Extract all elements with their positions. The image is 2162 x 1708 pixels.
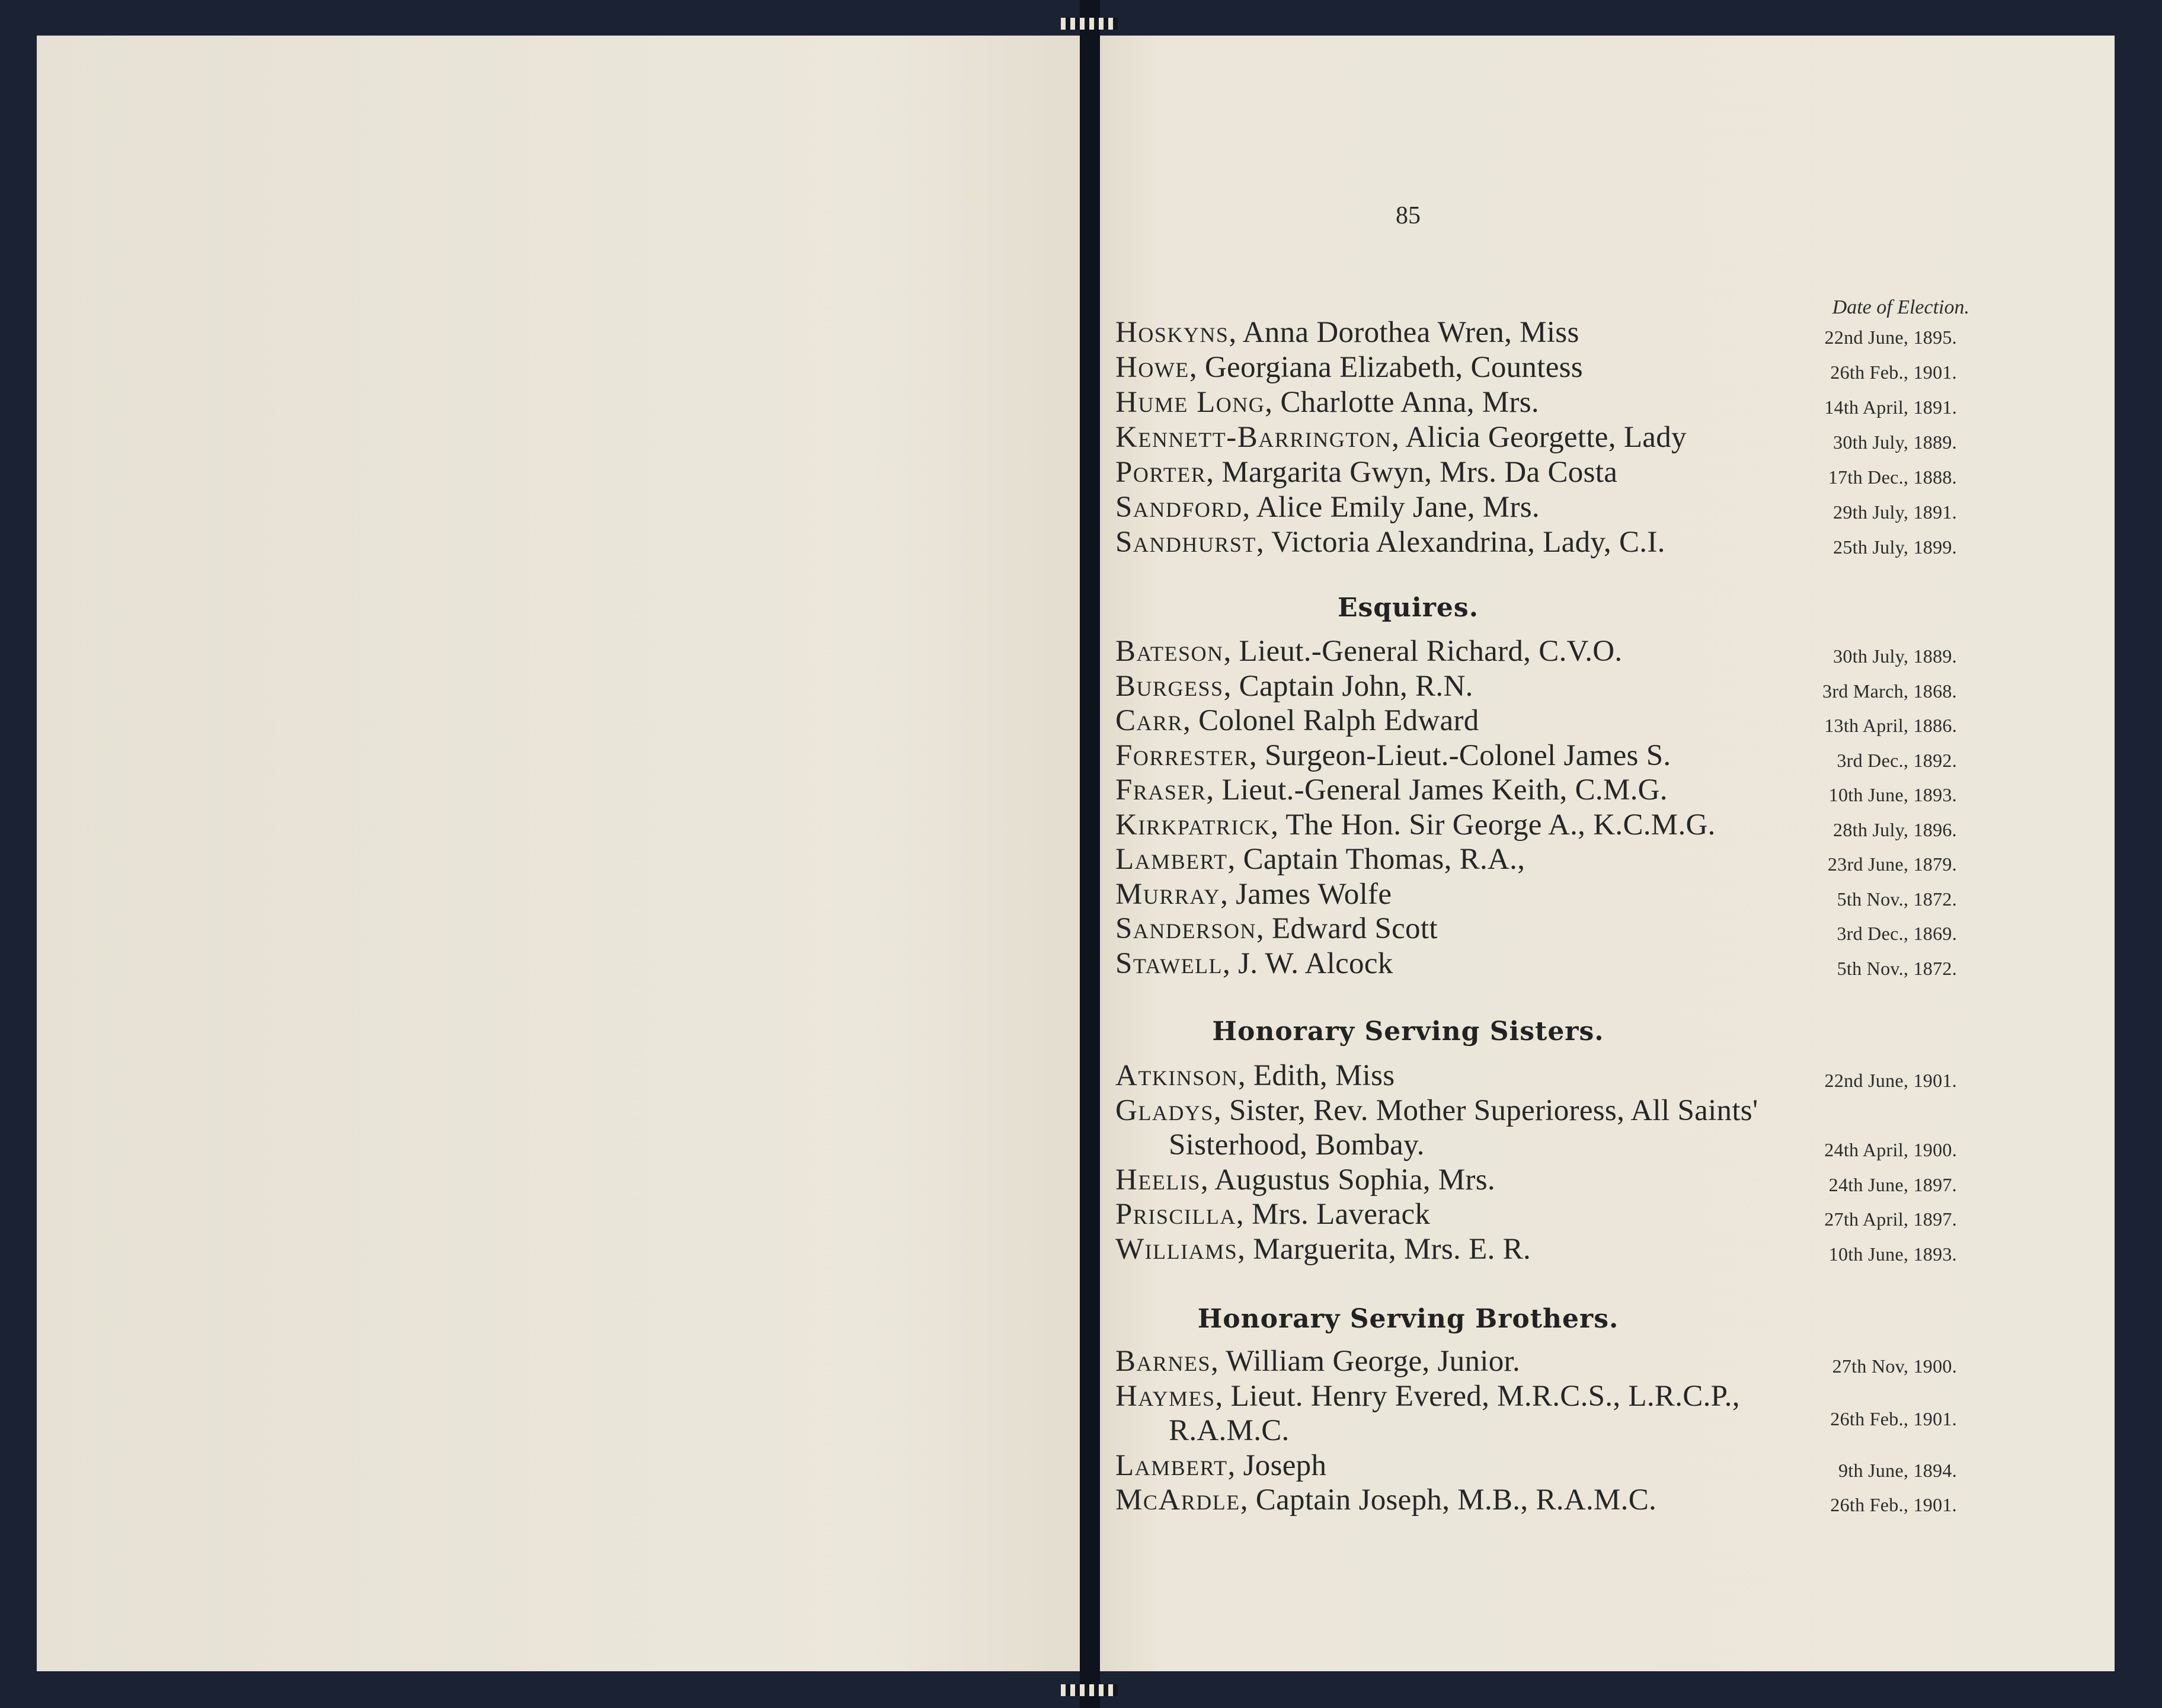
entry-surname: Lambert [1115,843,1228,876]
entry-name: , Victoria Alexandrina, Lady, C.I. [1256,526,1665,559]
list-item [1115,808,1957,842]
section-heading-sisters: Honorary Serving Sisters. [1212,1016,1604,1047]
election-date: 26th Feb., 1901. [1830,1408,1957,1429]
entry-surname: Sandhurst [1115,526,1256,559]
entry-name: , Lieut.-General James Keith, C.M.G. [1206,773,1668,807]
entry-surname: Gladys [1115,1093,1214,1127]
election-date: 30th July, 1889. [1833,431,1957,453]
entry-surname: Priscilla [1115,1198,1236,1231]
list-item [1115,490,1957,524]
election-date: 26th Feb., 1901. [1830,1494,1957,1515]
election-date: 9th June, 1894. [1838,1459,1957,1481]
right-page [1100,36,2115,1671]
entry-surname: Kirkpatrick [1115,808,1271,842]
entry-surname: Hume Long [1115,386,1265,419]
page-number: 85 [1396,202,1421,229]
entry-name: , Edith, Miss [1237,1059,1395,1092]
entry-surname: Lambert [1115,1448,1228,1482]
list-item [1115,1058,1957,1093]
election-date: 10th June, 1893. [1828,784,1957,805]
entry-name: , Alicia Georgette, Lady [1392,421,1687,454]
entry-name: , Captain Joseph, M.B., R.A.M.C. [1240,1483,1657,1517]
entry-name: , Margarita Gwyn, Mrs. Da Costa [1206,456,1618,489]
spine-stitching-bottom [1061,1684,1118,1696]
list-item [1115,773,1957,807]
election-date: 26th Feb., 1901. [1830,362,1957,383]
election-date: 30th July, 1889. [1833,645,1957,667]
election-date: 3rd Dec., 1892. [1837,749,1957,771]
list-item [1115,703,1957,738]
election-date: 13th April, 1886. [1824,715,1957,736]
election-date: 3rd Dec., 1869. [1837,923,1957,944]
entry-surname: Porter [1115,456,1207,489]
entry-name: , Mrs. Laverack [1236,1198,1431,1231]
entry-surname: Fraser [1115,773,1207,807]
entry-surname: Sandford [1115,491,1243,524]
entry-surname: Atkinson [1115,1059,1238,1092]
list-item [1115,877,1957,911]
book-gutter [1080,0,1100,1708]
election-date: 27th Nov, 1900. [1832,1355,1957,1377]
entry-name: , Edward Scott [1256,912,1438,945]
entry-name: , Alice Emily Jane, Mrs. [1242,491,1540,524]
list-item [1115,420,1957,455]
list-item [1115,1483,1957,1517]
list-item [1115,315,1957,350]
entry-surname: Carr [1115,704,1184,737]
election-date: 25th July, 1899. [1833,536,1957,558]
election-date: 24th June, 1897. [1828,1173,1957,1195]
list-item [1115,911,1957,946]
list-item [1115,669,1957,703]
entry-surname: Kennett-Barrington [1115,421,1392,454]
section-heading-esquires: Esquires. [1337,593,1479,623]
entry-name: , Joseph [1227,1448,1327,1482]
entry-surname: Heelis [1115,1163,1201,1197]
list-item [1115,1232,1957,1266]
entry-continuation: R.A.M.C. [1169,1413,1290,1447]
left-blank-page [37,36,1080,1671]
entry-surname: Forrester [1115,738,1249,772]
entry-name: , Surgeon-Lieut.-Colonel James S. [1249,738,1671,772]
election-date: 10th June, 1893. [1828,1243,1957,1265]
entry-name: , Anna Dorothea Wren, Miss [1229,316,1579,349]
entry-name: , Captain Thomas, R.A., [1227,843,1525,876]
entry-surname: Williams [1115,1232,1238,1266]
list-item [1115,1197,1957,1232]
list-item [1115,1093,1957,1162]
list-item [1115,1448,1957,1483]
entry-name: , Sister, Rev. Mother Superioress, All Saints' [1213,1093,1758,1127]
entry-surname: Howe [1115,351,1189,384]
entry-name: , Marguerita, Mrs. E. R. [1237,1232,1531,1266]
entry-name: , James Wolfe [1220,877,1392,911]
entry-name: , Augustus Sophia, Mrs. [1200,1163,1495,1197]
election-date: 3rd March, 1868. [1822,680,1957,702]
list-item [1115,1379,1957,1448]
date-of-election-header: Date of Election. [1832,296,1969,318]
entry-surname: Barnes [1115,1345,1211,1378]
entry-surname: Bateson [1115,635,1224,668]
election-date: 22nd June, 1895. [1824,327,1957,348]
election-date: 24th April, 1900. [1824,1138,1957,1160]
election-date: 28th July, 1896. [1833,818,1957,840]
spine-stitching-top [1061,18,1118,30]
entry-surname: McArdle [1115,1483,1240,1517]
election-date: 14th April, 1891. [1824,396,1957,418]
section-heading-brothers: Honorary Serving Brothers. [1197,1304,1619,1334]
list-item [1115,946,1957,981]
list-item [1115,525,1957,559]
entry-name: , J. W. Alcock [1223,946,1393,980]
entry-name: , Captain John, R.N. [1223,669,1473,703]
entry-surname: Hoskyns [1115,316,1229,349]
election-date: 23rd June, 1879. [1827,853,1957,875]
election-date: 17th Dec., 1888. [1828,466,1957,488]
list-item [1115,842,1957,877]
list-item [1115,634,1957,669]
list-item [1115,1163,1957,1197]
entry-name: , William George, Junior. [1211,1345,1521,1378]
entry-surname: Murray [1115,877,1221,911]
list-item [1115,385,1957,420]
election-date: 5th Nov., 1872. [1837,957,1957,979]
entry-continuation: Sisterhood, Bombay. [1169,1128,1425,1162]
election-date: 22nd June, 1901. [1824,1070,1957,1091]
entry-surname: Burgess [1115,669,1224,703]
entry-name: , The Hon. Sir George A., K.C.M.G. [1271,808,1716,842]
election-date: 29th July, 1891. [1833,501,1957,523]
entry-name: , Georgiana Elizabeth, Countess [1189,351,1583,384]
election-date: 27th April, 1897. [1824,1208,1957,1230]
entry-surname: Stawell [1115,946,1223,980]
list-item [1115,350,1957,385]
entry-surname: Sanderson [1115,912,1256,945]
entry-name: , Lieut.-General Richard, C.V.O. [1223,635,1623,668]
election-date: 5th Nov., 1872. [1837,888,1957,910]
entry-name: , Colonel Ralph Edward [1183,704,1479,737]
entry-surname: Haymes [1115,1379,1216,1413]
entry-name: , Charlotte Anna, Mrs. [1265,386,1539,419]
list-item [1115,738,1957,773]
entry-name: , Lieut. Henry Evered, M.R.C.S., L.R.C.P., [1215,1379,1740,1413]
list-item [1115,455,1957,490]
list-item [1115,1344,1957,1378]
